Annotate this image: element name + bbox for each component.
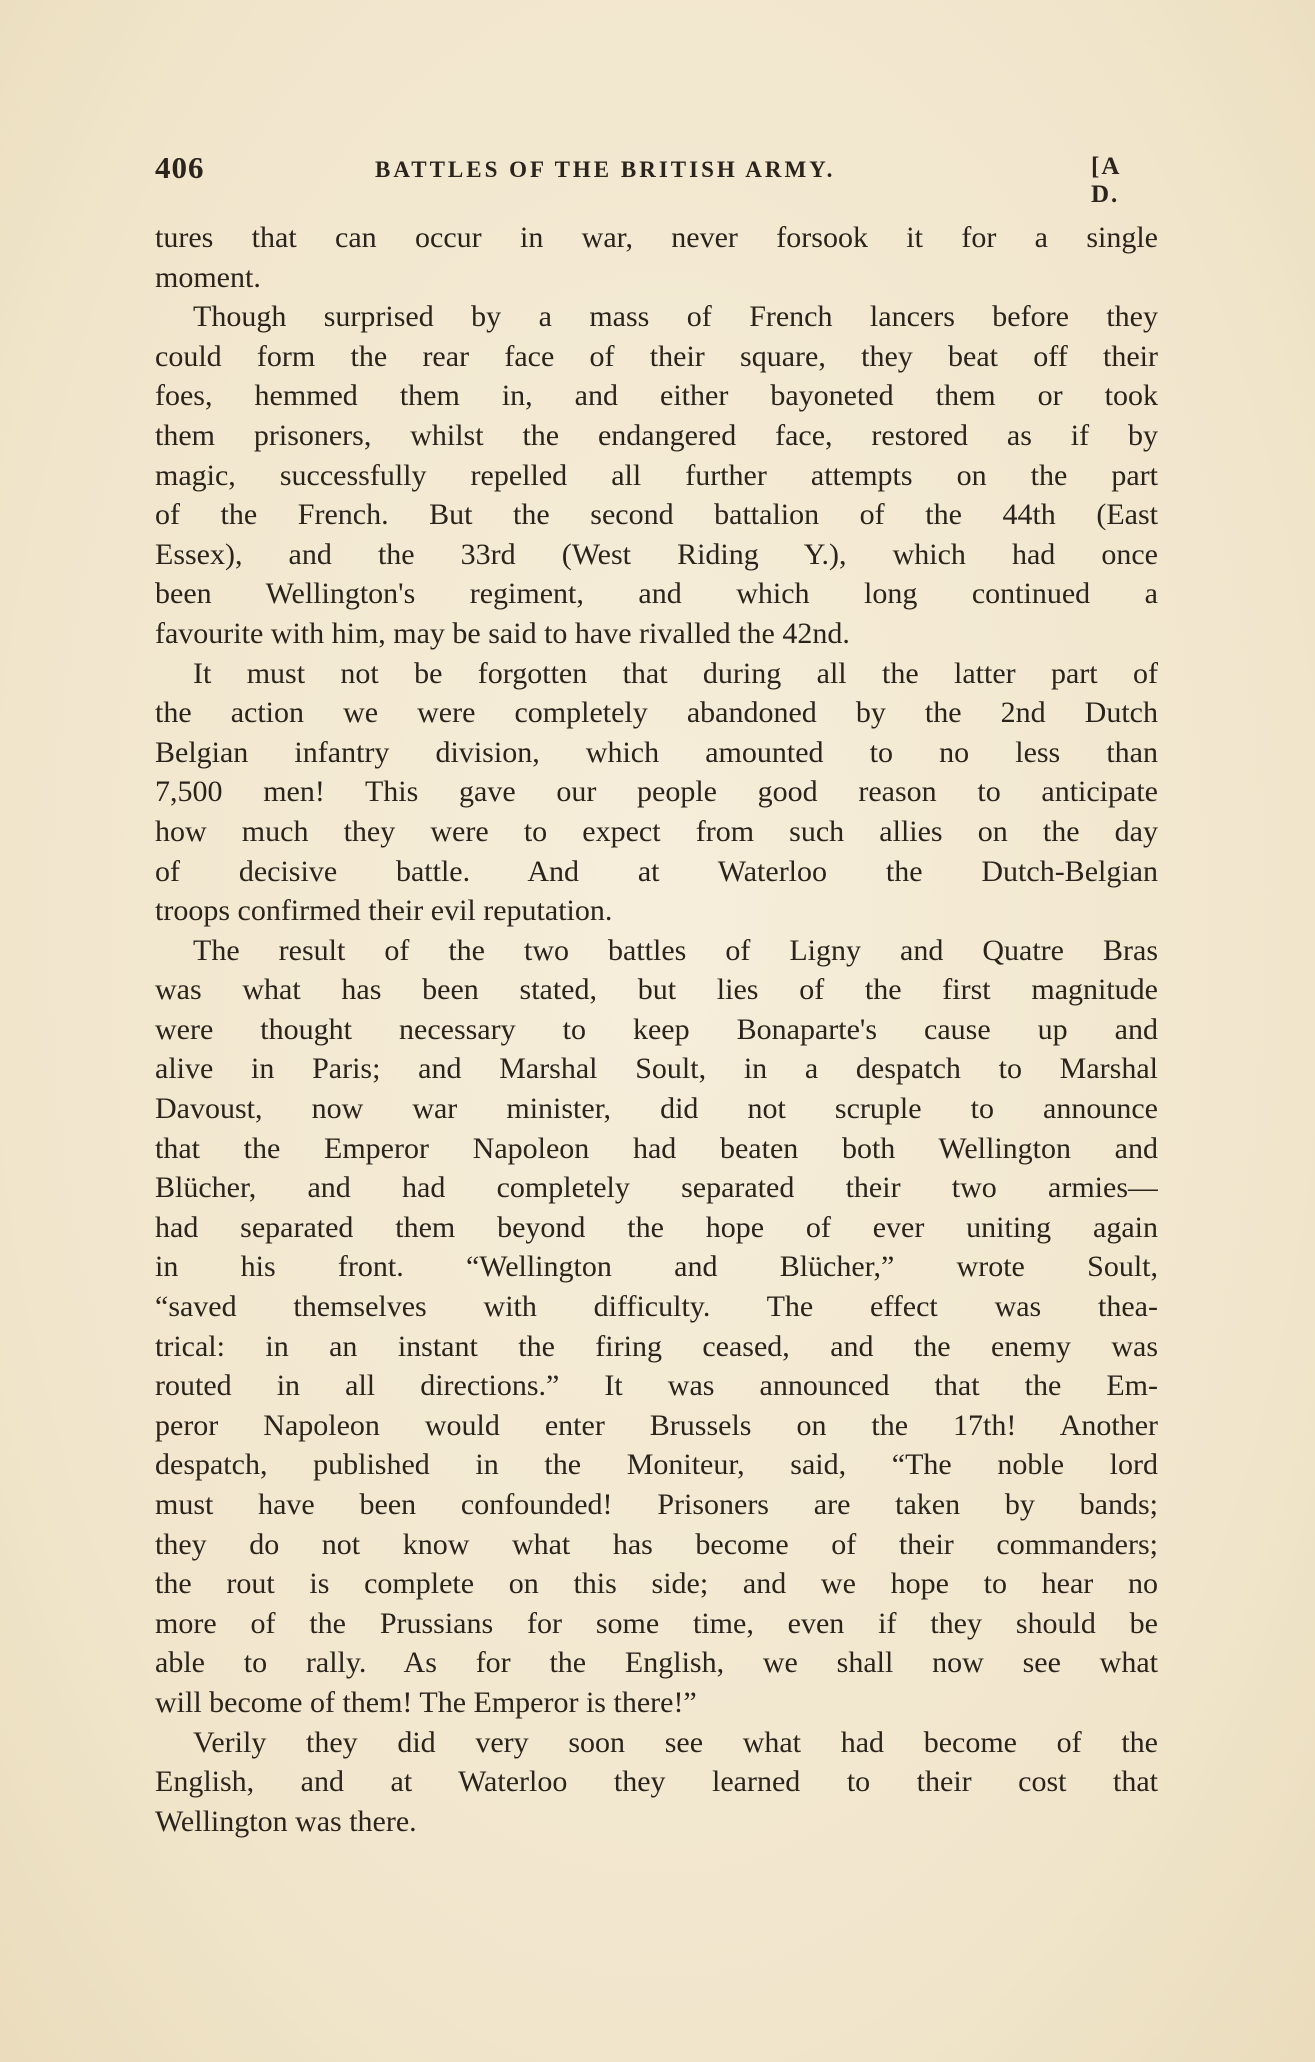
running-head: BATTLES OF THE BRITISH ARMY. (375, 157, 836, 182)
paragraph-start-line: Verily they did very soon see what had become of the (193, 1725, 1158, 1759)
paragraph-start-line: It must not be forgotten that during all the latter part of (193, 656, 1158, 690)
text-line: Wellington was there. (155, 1804, 417, 1838)
text-line: Davoust, now war minister, did not scruple to announce (155, 1092, 1158, 1126)
text-line: favourite with him, may be said to have rivalled the 42nd. (155, 616, 850, 650)
text-line: that the Emperor Napoleon had beaten both Wellington and (155, 1131, 1158, 1165)
body-text (155, 218, 1158, 1841)
text-line: the action we were completely abandoned by the 2nd Dutch (155, 696, 1158, 730)
text-line: Blücher, and had completely separated their two armies— (155, 1171, 1158, 1205)
text-line: English, and at Waterloo they learned to their cost that (155, 1765, 1158, 1799)
text-line: how much they were to expect from such allies on the day (155, 814, 1158, 848)
text-line: moment. (155, 260, 261, 294)
text-line: troops confirmed their evil reputation. (155, 894, 613, 928)
text-line: more of the Prussians for some time, even if they should be (155, 1606, 1158, 1640)
text-line: Belgian infantry division, which amounted to no less than (155, 735, 1158, 769)
text-line: foes, hemmed them in, and either bayoneted them or took (155, 379, 1158, 413)
text-line: been Wellington's regiment, and which long continued a (155, 577, 1158, 611)
text-line: had separated them beyond the hope of ever uniting again (155, 1210, 1158, 1244)
text-line: able to rally. As for the English, we shall now see what (155, 1646, 1158, 1680)
text-line: peror Napoleon would enter Brussels on the 17th! Another (155, 1408, 1158, 1442)
text-line: the rout is complete on this side; and we hope to hear no (155, 1567, 1158, 1601)
text-line: will become of them! The Emperor is there!” (155, 1685, 697, 1719)
page-header (155, 150, 1155, 208)
text-line: routed in all directions.” It was announced that the Em- (155, 1369, 1158, 1403)
text-line: could form the rear face of their square, they beat off their (155, 339, 1158, 373)
text-line: of the French. But the second battalion of the 44th (East (155, 498, 1158, 532)
text-line: trical: in an instant the firing ceased, and the enemy was (155, 1329, 1158, 1363)
text-line: of decisive battle. And at Waterloo the Dutch-Belgian (155, 854, 1158, 888)
text-line: they do not know what has become of their commanders; (155, 1527, 1158, 1561)
text-line: was what has been stated, but lies of the first magnitude (155, 973, 1158, 1007)
text-line: them prisoners, whilst the endangered face, restored as if by (155, 418, 1158, 452)
text-line: “saved themselves with difficulty. The effect was thea- (155, 1290, 1158, 1324)
paragraph-start-line: Though surprised by a mass of French lancers before they (193, 300, 1158, 334)
paragraph-start-line: The result of the two battles of Ligny and Quatre Bras (193, 933, 1158, 967)
text-line: alive in Paris; and Marshal Soult, in a despatch to Marshal (155, 1052, 1158, 1086)
text-line: despatch, published in the Moniteur, said, “The noble lord (155, 1448, 1158, 1482)
text-line: tures that can occur in war, never forsook it for a single (155, 221, 1158, 254)
text-line: must have been confounded! Prisoners are taken by bands; (155, 1488, 1158, 1521)
text-line: magic, successfully repelled all further attempts on the part (155, 458, 1158, 492)
text-line: Essex), and the 33rd (West Riding Y.), which had once (155, 537, 1158, 571)
header-date-bracket: [A D. (1091, 153, 1120, 208)
text-line: in his front. “Wellington and Blücher,” wrote Soult, (155, 1250, 1158, 1284)
text-line: 7,500 men! This gave our people good reason to anticipate (155, 775, 1158, 809)
page-number: 406 (155, 150, 205, 185)
text-line: were thought necessary to keep Bonaparte's cause up and (155, 1012, 1158, 1046)
